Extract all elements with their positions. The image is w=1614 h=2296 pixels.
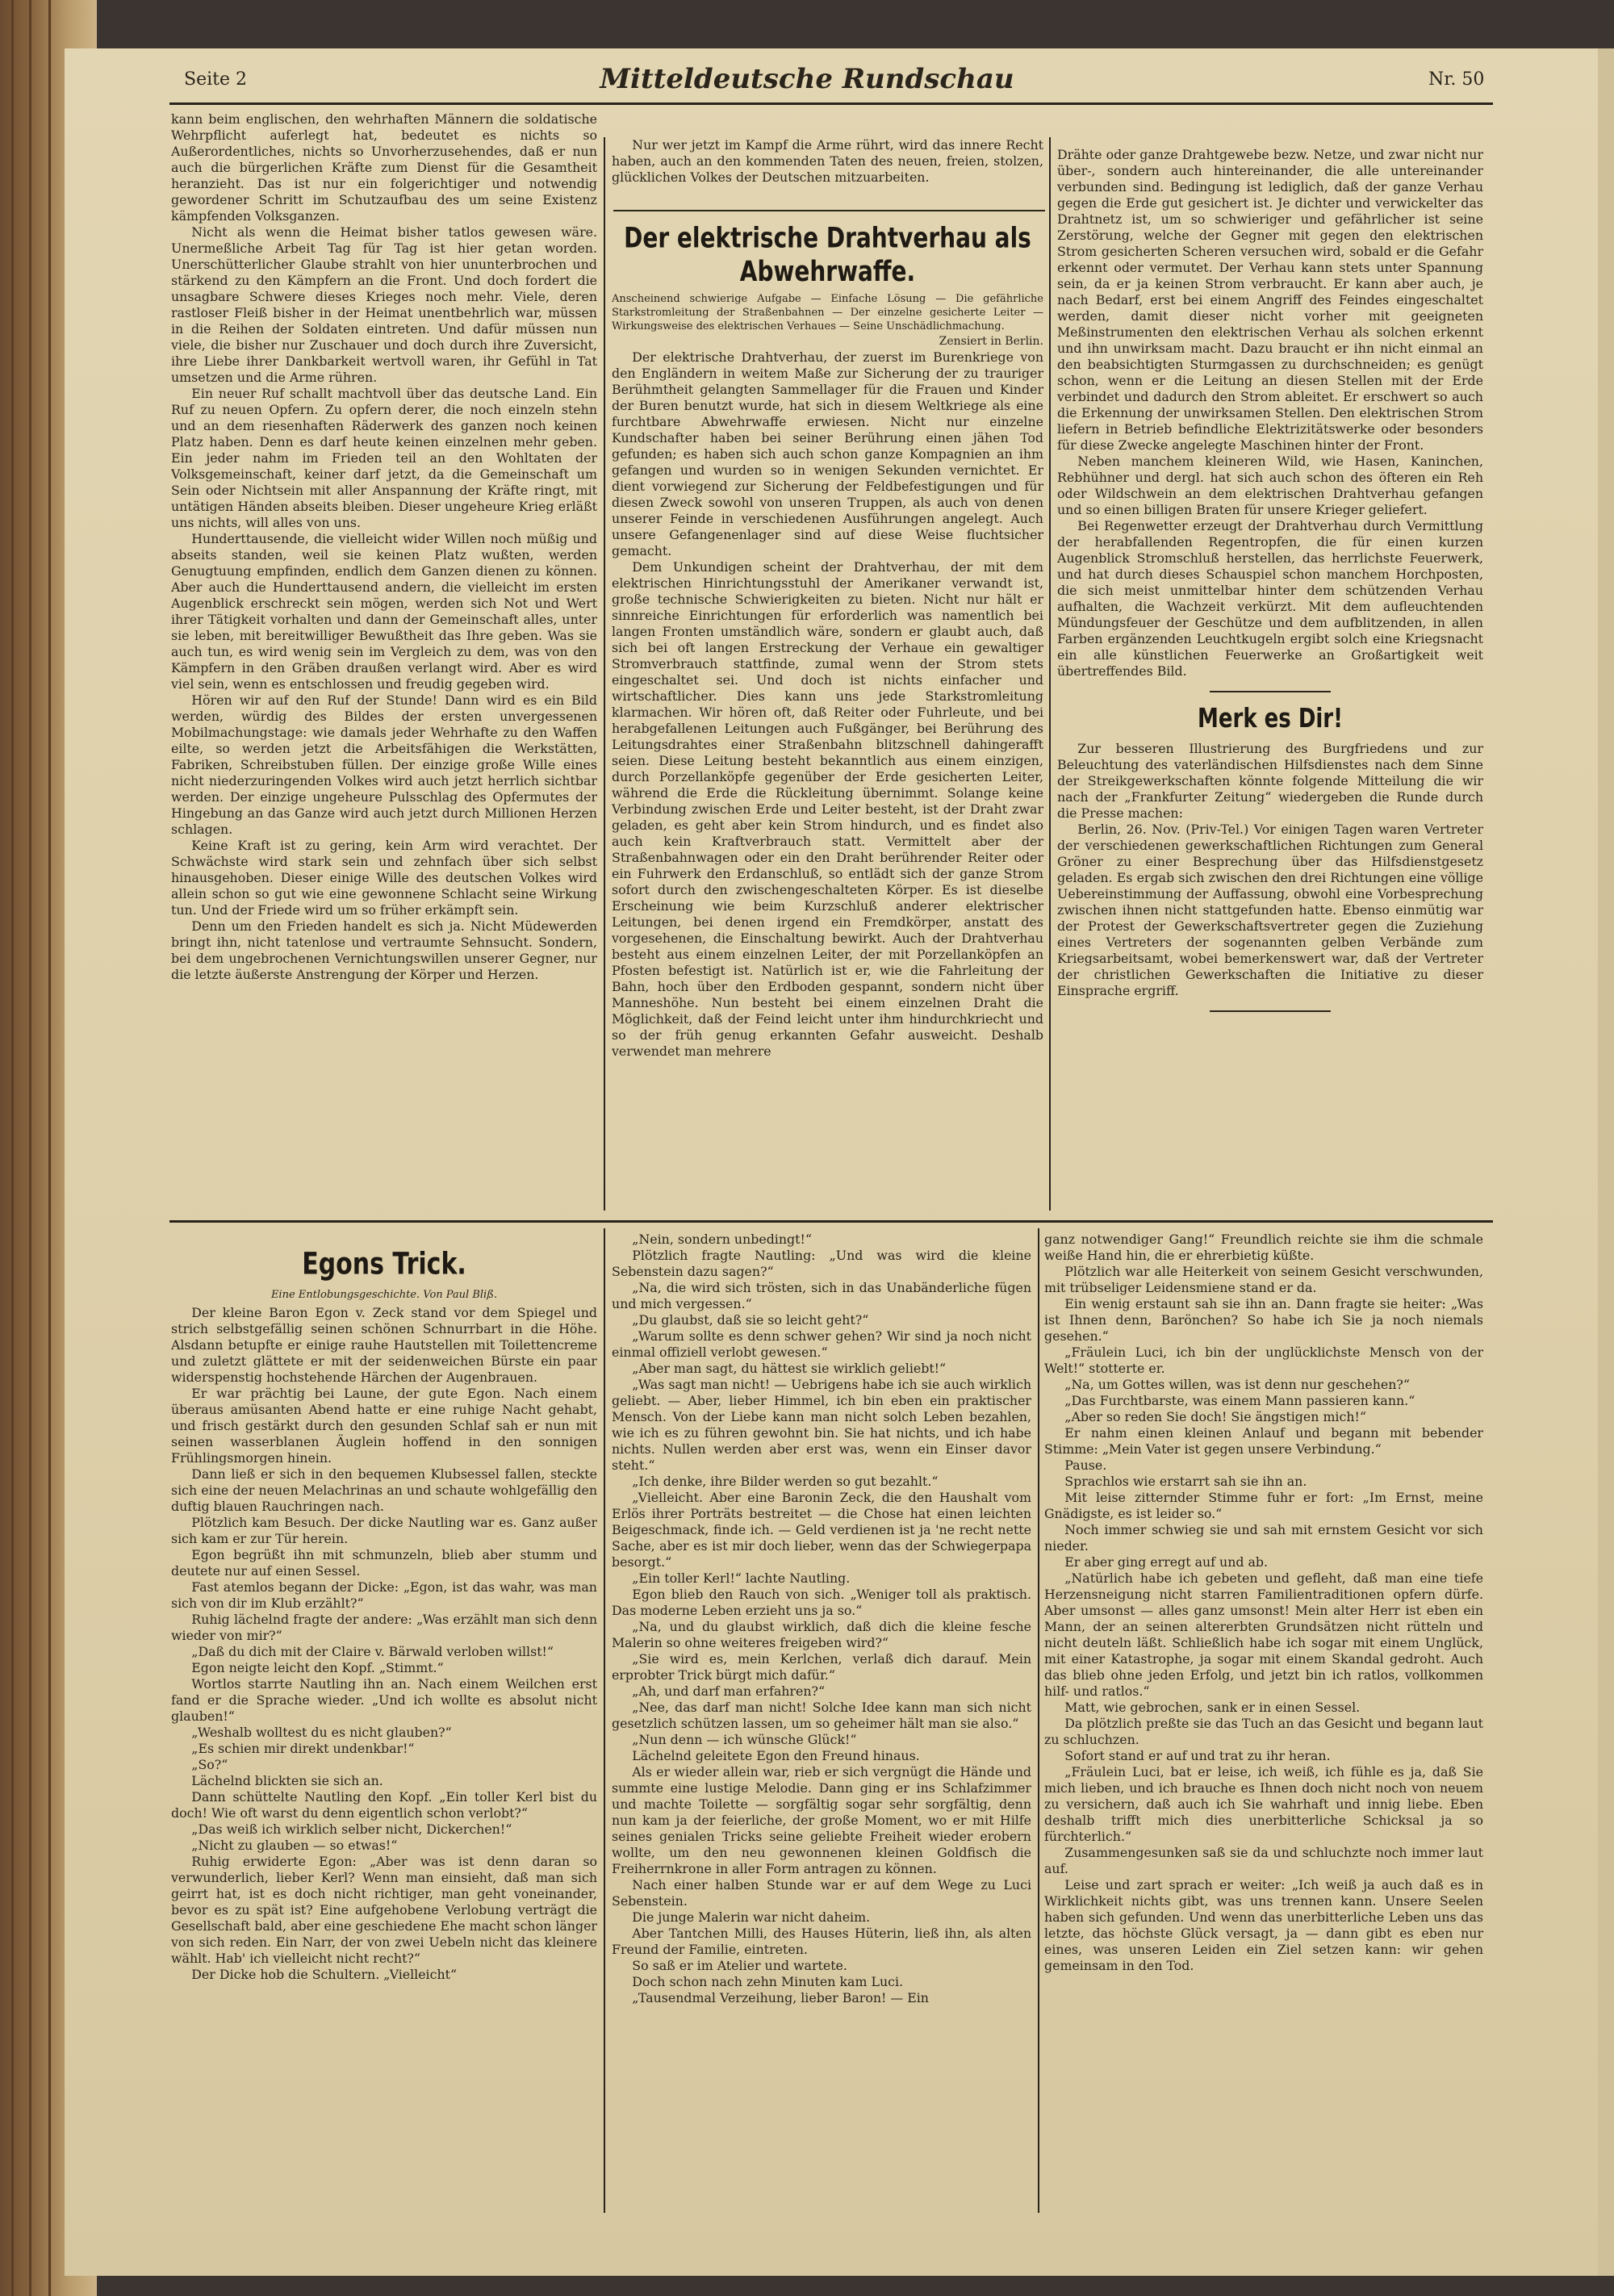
paragraph: Dann ließ er sich in den bequemen Klubsessel fallen, steckte sich eine der neuen Melachrinas an und schaute wohlgefällig den duftig blauen Rauchringen nach.: [171, 1466, 597, 1514]
paragraph: Mit leise zitternder Stimme fuhr er fort: „Im Ernst, meine Gnädigste, es ist leider so.“: [1044, 1490, 1483, 1521]
paragraph: „Tausendmal Verzeihung, lieber Baron! — Ein: [632, 1990, 929, 2005]
header-rule: [169, 102, 1493, 105]
paragraph: „Aber man sagt, du hättest sie wirklich geliebt!“: [632, 1361, 947, 1376]
paragraph: Leise und zart sprach er weiter: „Ich weiß ja auch daß es in Wirklichkeit nichts gibt, was uns trennen kann. Unsere Seelen haben sich gefunden. Und wenn das unerbitterliche Leben uns das letzte, das höchste Glück versagt, ja — dann gibt es eben nur eines, was unseren Leiden ein Ziel setzen kann: wir gehen gemeinsam in den Tod.: [1044, 1877, 1483, 1973]
paragraph: „Fräulein Luci, bat er leise, ich weiß, ich fühle es ja, daß Sie mich lieben, und ich brauche es Ihnen doch nicht noch von neuem zu versichern, daß auch ich Sie wahrhaft und innig liebe. Eben deshalb trifft mich dies unerbitterliche Schicksal ja so fürchterlich.“: [1044, 1764, 1483, 1844]
column-rule: [1049, 137, 1051, 1211]
paragraph: Egon neigte leicht den Kopf. „Stimmt.“: [191, 1660, 444, 1675]
story-byline: Eine Entlobungsgeschichte. Von Paul Bliß.: [270, 1289, 498, 1301]
issue-number: Nr. 50: [1428, 69, 1485, 90]
paragraph: Zur besseren Illustrierung des Burgfriedens und zur Beleuchtung des vaterländischen Hilfsdienstes nach dem Sinne der Streikgewerkschaften könnte folgende Mitteilung die wir nach der „Frankfurter Zeitung“ wiedergeben die Runde durch die Presse machen:: [1057, 741, 1483, 821]
paragraph: Der kleine Baron Egon v. Zeck stand vor dem Spiegel und strich selbstgefällig seinen schönen Schnurrbart in die Höhe. Alsdann betupfte er einige rauhe Hautstellen mit Toilettencreme und zuletzt glättete er mit der seidenweichen Bürste ein paar widerspenstig hochstehende Härchen der Augenbrauen.: [171, 1305, 597, 1385]
paragraph: Er war prächtig bei Laune, der gute Egon. Nach einem überaus amüsanten Abend hatte er eine ruhige Nacht gehabt, und frisch gestärkt durch den gesunden Schlaf sah er nun mit seinen wasserblanen Äuglein hoffend in den sonnigen Frühlingsmorgen hinein.: [171, 1386, 597, 1466]
paragraph: Keine Kraft ist zu gering, kein Arm wird verachtet. Der Schwächste wird stark sein und zehnfach über sich selbst hinausgehoben. Dieser einige Wille des deutschen Volkes wird allein schon so gut wie eine gewonnene Schlacht seine Wirkung tun. Und der Friede wird um so früher erkämpft sein.: [171, 838, 597, 918]
paragraph: „Na, und du glaubst wirklich, daß dich die kleine fesche Malerin so ohne weiteres freigeben wird?“: [612, 1619, 1031, 1650]
paragraph: „Sie wird es, mein Kerlchen, verlaß dich darauf. Mein erprobter Trick bürgt mich dafür.“: [612, 1651, 1031, 1683]
paragraph: „Warum sollte es denn schwer gehen? Wir sind ja noch nicht einmal offiziell verlobt gewesen.“: [612, 1328, 1031, 1360]
paragraph: „Ein toller Kerl!“ lachte Nautling.: [632, 1570, 851, 1586]
paragraph: „Daß du dich mit der Claire v. Bärwald verloben willst!“: [191, 1644, 554, 1659]
paragraph: Lächelnd geleitete Egon den Freund hinaus.: [632, 1748, 920, 1763]
paragraph: Ein wenig erstaunt sah sie ihn an. Dann fragte sie heiter: „Was ist Ihnen denn, Barönchen? So habe ich Sie ja noch niemals gesehen.“: [1044, 1296, 1483, 1344]
paragraph: „Nicht zu glauben — so etwas!“: [191, 1838, 398, 1853]
paragraph: Nach einer halben Stunde war er auf dem Wege zu Luci Sebenstein.: [612, 1877, 1031, 1909]
paragraph: Als er wieder allein war, rieb er sich vergnügt die Hände und summte eine lustige Melodie. Dann ging er ins Schlafzimmer und machte Toilette — sorgfältig sogar sehr sorgfältig, denn nun kam ja der feierliche, der große Moment, wo er mit Hilfe seines genialen Tricks seine geliebte Freiheit wieder erobern wollte, um den neu gewonnenen kleinen Goldfisch die Freiherrnkrone in aller Form antragen zu können.: [612, 1764, 1031, 1876]
paragraph: Noch immer schwieg sie und sah mit ernstem Gesicht vor sich nieder.: [1044, 1522, 1483, 1554]
paragraph: Ein neuer Ruf schallt machtvoll über das deutsche Land. Ein Ruf zu neuen Opfern. Zu opfern derer, die noch einzeln stehn und an dem riesenhaften Räderwerk des ganzen noch keinen Platz haben. Denn es darf heute keinen einzelnen mehr geben. Ein jeder nahm im Frieden teil an den Wohltaten der Volksgemeinschaft, keiner darf jetzt, da die Gemeinschaft um Sein oder Nichtsein mit aller Anspannung der Kräfte ringt, mit untätigen Händen abseits bleiben. Dieser ungeheure Krieg erläßt uns nichts, will alles von uns.: [171, 386, 597, 530]
paragraph: Der elektrische Drahtverhau, der zuerst im Burenkriege von den Engländern in weitem Maße zur Sicherung der zu trauriger Berühmtheit gelangten Sammellager für die Frauen und Kinder der Buren benutzt wurde, hat sich in diesem Weltkriege als eine furchtbare Abwehrwaffe erwiesen. Nicht nur einzelne Kundschafter haben bei seiner Berührung einen jähen Tod gefunden; es haben sich auch schon ganze Kompagnien an ihm gefangen und wurden so in wenigen Sekunden vernichtet. Er dient vorwiegend zur Sicherung der Feldbefestigungen und für diesen Zweck sowohl von unseren Truppen, als auch von denen unserer Feinde in verschiedenen Ausführungen angelegt. Auch unsere Gefangenenlager sind auf diese Weise fluchtsicher gemacht.: [612, 349, 1043, 558]
paragraph: „Ich denke, ihre Bilder werden so gut bezahlt.“: [632, 1474, 939, 1489]
story-column-3: [1044, 1232, 1483, 2219]
paragraph: Hunderttausende, die vielleicht wider Willen noch müßig und abseits standen, weil sie keinen Platz wußten, werden Genugtuung empfinden, endlich dem Ganzen dienen zu können. Aber auch die Hunderttausend andern, die vielleicht im ersten Augenblick erschreckt sein mögen, werden sich Not und Wert ihrer Tätigkeit vorhalten und dann der Gemeinschaft alles, unter sie leben, mit bereitwilliger Bewußtheit das Ihre geben. Was sie auch tun, es wird wenig sein im Vergleich zu dem, was von den Kämpfern in den Gräben draußen verlangt wird. Aber es wird viel sein, wenn es entschlossen und freudig gegeben wird.: [171, 531, 597, 692]
paragraph: Ruhig erwiderte Egon: „Aber was ist denn daran so verwunderlich, lieber Kerl? Wenn man einsieht, daß man sich geirrt hat, ist es doch nicht richtiger, man geht voneinander, bevor es zu spät ist? Eine aufgehobene Verlobung verträgt die Gesellschaft bald, aber eine geschiedene Ehe macht schon länger von sich reden. Ein Narr, der von zwei Uebeln nicht das kleinere wählt. Hab' ich vielleicht nicht recht?“: [171, 1854, 597, 1966]
paragraph: „Fräulein Luci, ich bin der unglücklichste Mensch von der Welt!“ stotterte er.: [1044, 1345, 1483, 1376]
paragraph: kann beim englischen, den wehrhaften Männern die soldatische Wehrpflicht auferlegt hat, bedeutet es nichts so Außerordentliches, nichts so Unvorherzusehendes, daß er nun auch die bürgerlichen Kräfte zum Dienst für die Gesamtheit heranzieht. Das ist nur ein folgerichtiger und notwendig gewordener Schritt im Schutzaufbau des um seine Existenz kämpfenden Volksganzen.: [171, 111, 597, 224]
section-rule: [1210, 1010, 1331, 1012]
article-column-2: [612, 137, 1043, 1219]
paragraph: Dann schüttelte Nautling den Kopf. „Ein toller Kerl bist du doch! Wie oft warst du denn eigentlich schon verlobt?“: [171, 1789, 597, 1821]
paragraph: Plötzlich war alle Heiterkeit von seinem Gesicht verschwunden, mit trübseliger Leidensmiene stand er da.: [1044, 1264, 1483, 1295]
newspaper-title: Mitteldeutsche Rundschau: [600, 63, 1014, 95]
paragraph: Er aber ging erregt auf und ab.: [1064, 1554, 1269, 1570]
paragraph: Egon blieb den Rauch von sich. „Weniger toll als praktisch. Das moderne Leben erzieht uns ja so.“: [612, 1587, 1031, 1618]
paragraph: „Natürlich habe ich gebeten und gefleht, daß man eine tiefe Herzensneigung nicht starren Familientraditionen opfern dürfe. Aber umsonst — alles ganz umsonst! Mein alter Herr ist eben ein Mann, der an seinen altererbten Grundsätzen nicht rütteln und nicht deuteln läßt. Schließlich habe ich sogar mit einem Unglück, mit einer Katastrophe, ja sogar mit einem Skandal gedroht. Auch das blieb ohne jeden Erfolg, und jetzt bin ich ratlos, vollkommen hilf- und ratlos.“: [1044, 1570, 1483, 1699]
paragraph: Ruhig lächelnd fragte der andere: „Was erzählt man sich denn wieder von mir?“: [171, 1612, 597, 1643]
paragraph: „Es schien mir direkt undenkbar!“: [191, 1741, 415, 1756]
headline-merk-es-dir: Merk es Dir!: [1197, 704, 1343, 734]
paragraph: Dem Unkundigen scheint der Drahtverhau, der mit dem elektrischen Hinrichtungsstuhl der Amerikaner verwandt ist, große technische Schwierigkeiten zu bieten. Nicht nur hält er sinnreiche Einrichtungen für erforderlich was namentlich bei langen Fronten umständlich wäre, sondern er glaubt auch, daß sich bei oft langen Erstreckung der Verhaue ein gewaltiger Stromverbrauch stattfinde, zumal wenn der Strom stets eingeschaltet sei. Und doch ist nichts einfacher und wirtschaftlicher. Dies kann uns jede Starkstromleitung klarmachen. Wir hören oft, daß Reiter oder Fuhrleute, und bei herabgefallenen Leitungen auch Fußgänger, bei Berührung des Leitungsdrahtes einer Straßenbahn blitzschnell dahingerafft seien. Diese Leitung besteht bekanntlich aus einem einzigen, durch Porzellanköpfe gegenüber der Erde gesicherten Leiter, während die Erde die Rückleitung übernimmt. Solange keine Verbindung zwischen Erde und Leiter besteht, ist der Draht zwar geladen, es geht aber kein Strom hindurch, und es findet also auch kein Kraftverbrauch statt. Vermittelt aber der Straßenbahnwagen oder ein den Draht berührender Reiter oder ein Fuhrwerk den Erdanschluß, so entlädt sich der ganze Strom sofort durch den zwischengeschalteten Körper. Es ist dieselbe Erscheinung wie beim Kurzschluß anderer elektrischer Leitungen, bei denen irgend ein Fremdkörper, anstatt des vorgesehenen, die Einschaltung bewirkt. Auch der Drahtverhau besteht aus einem einzelnen Leiter, der mit Porzellanköpfen an Pfosten befestigt ist. Natürlich ist er, wie die Fahrleitung der Bahn, hoch über den Erdboden gespannt, sondern nicht über Manneshöhe. Nun besteht bei einem einzelnen Draht die Möglichkeit, daß der Feind leicht unter ihm hindurchkriecht und so der früh genug erkannten Gefahr ausweicht. Deshalb verwendet man mehrere: [612, 559, 1043, 1059]
intro-paragraph: Nur wer jetzt im Kampf die Arme rührt, wird das innere Recht haben, auch an den kommenden Taten des neuen, freien, stolzen, glücklichen Volkes der Deutschen mitzuarbeiten.: [612, 137, 1043, 185]
paragraph: So saß er im Atelier und wartete.: [632, 1958, 847, 1973]
story-column-2: [612, 1232, 1031, 2219]
paragraph: Aber Tantchen Milli, des Hauses Hüterin, ließ ihn, als alten Freund der Familie, eintreten.: [612, 1926, 1031, 1957]
paragraph: Zusammengesunken saß sie da und schluchzte noch immer laut auf.: [1044, 1845, 1483, 1876]
paragraph: „Ah, und darf man erfahren?“: [632, 1683, 826, 1699]
paragraph: Neben manchem kleineren Wild, wie Hasen, Kaninchen, Rebhühner und dergl. hat sich auch schon des öfteren ein Reh oder Wildschwein an dem elektrischen Drahtverhau gefangen und so einen billigen Braten für unsere Krieger geliefert.: [1057, 454, 1483, 517]
paragraph: Berlin, 26. Nov. (Priv-Tel.) Vor einigen Tagen waren Vertreter der verschiedenen gewerkschaftlichen Richtungen zum General Gröner zu einer Besprechung über das Hilfsdienstgesetz geladen. Es ergab sich zwischen den drei Richtungen eine völlige Uebereinstimmung der Auffassung, obwohl eine Vorbesprechung zwischen ihnen nicht stattgefunden hatte. Ebenso einmütig war der Protest der Gewerkschaftsvertreter gegen die Zuziehung eines Vertreters der sogenannten gelben Verbände zum Kriegsarbeitsamt, wobei bemerkenswert war, daß der Vertreter der christlichen Gewerkschaften die Initiative zu dieser Einsprache ergriff.: [1057, 822, 1483, 998]
paragraph: „Nee, das darf man nicht! Solche Idee kann man sich nicht gesetzlich schützen lassen, um so geheimer hält man sie also.“: [612, 1700, 1031, 1731]
censor-note: Zensiert in Berlin.: [939, 335, 1043, 348]
section-divider: [169, 1220, 1493, 1223]
spine-line: [29, 0, 31, 2296]
paragraph: ganz notwendiger Gang!“ Freundlich reichte sie ihm die schmale weiße Hand hin, die er ehrerbietig küßte.: [1044, 1232, 1483, 1263]
paragraph: Fast atemlos begann der Dicke: „Egon, ist das wahr, was man sich von dir im Klub erzählt?“: [171, 1579, 597, 1611]
paragraph: „Na, die wird sich trösten, sich in das Unabänderliche fügen und mich vergessen.“: [612, 1280, 1031, 1311]
paragraph: Egon begrüßt ihn mit schmunzeln, blieb aber stumm und deutete nur auf einen Sessel.: [171, 1547, 597, 1579]
paragraph: „Das Furchtbarste, was einem Mann passieren kann.“: [1064, 1393, 1415, 1408]
spine-line: [48, 0, 51, 2296]
paragraph: Der Dicke hob die Schultern. „Vielleicht“: [191, 1967, 458, 1982]
paragraph: Hören wir auf den Ruf der Stunde! Dann wird es ein Bild werden, würdig des Bildes der ersten unvergessenen Mobilmachungstage: wie damals jeder Wehrhafte zu den Waffen eilte, so werden jetzt die Arbeitsfähigen die Werkstätten, Fabriken, Schreibstuben füllen. Der einzige große Wille eines nicht niederzuringenden Volkes wird auch jetzt herrlich sichtbar werden. Der einzige ungeheure Pulsschlag des Opfermutes der Hingebung an das Ganze wird auch jetzt durch Millionen Herzen schlagen.: [171, 692, 597, 837]
paragraph: Nicht als wenn die Heimat bisher tatlos gewesen wäre. Unermeßliche Arbeit Tag für Tag ist hier getan worden. Unerschütterlicher Glaube strahlt von hier ununterbrochen und stärkend zu den Kämpfern an die Front. Und doch fordert die unsagbare Schwere dieses Krieges noch mehr. Viele, deren rastloser Fleiß bisher in der Heimat unentbehrlich war, müssen in die Reihen der Soldaten eintreten. Und dafür müssen nun viele, die bisher nur Zuschauer und doch durch ihre Zuversicht, ihre Liebe ihrer Dankbarkeit wertvoll waren, ihr Gefühl in Tat umsetzen und die Arme rühren.: [171, 224, 597, 385]
article-column-1: [171, 111, 597, 1217]
paragraph: Bei Regenwetter erzeugt der Drahtverhau durch Vermittlung der herabfallenden Regentropfen, die für einen kurzen Augenblick Stromschluß herstellen, das herrlichste Feuerwerk, und hat durch dieses Schauspiel schon manchem Horchposten, die sich meist unmittelbar hinter dem schützenden Verhau aufhalten, die Wachzeit verkürzt. Mit dem aufleuchtenden Mündungsfeuer der Geschütze und dem aufblitzenden, in allen Farben ergänzenden Leuchtkugeln ergibt solch eine Kriegsnacht ein alle künstlichen Feuerwerke an Großartigkeit weit übertreffendes Bild.: [1057, 518, 1483, 679]
story-column-1: [171, 1243, 597, 2219]
paragraph: „Weshalb wolltest du es nicht glauben?“: [191, 1725, 452, 1740]
paragraph: „So?“: [191, 1757, 228, 1772]
section-rule: [1210, 691, 1331, 692]
paragraph: Die junge Malerin war nicht daheim.: [632, 1909, 871, 1925]
spine-line: [11, 0, 14, 2296]
paragraph: Plötzlich fragte Nautling: „Und was wird die kleine Sebenstein dazu sagen?“: [612, 1248, 1031, 1279]
paragraph: Sprachlos wie erstarrt sah sie ihn an.: [1064, 1474, 1307, 1489]
column-rule: [604, 1228, 605, 2213]
article-summary: Anscheinend schwierige Aufgabe — Einfache Lösung — Die gefährliche Starkstromleitung der Straßenbahnen — Der einzelne gesicherte Leiter — Wirkungsweise des elektrischen Verhaues — Seine Unschädlichmachung.: [612, 293, 1043, 332]
column-rule: [1038, 1228, 1039, 2213]
paragraph: Drähte oder ganze Drahtgewebe bezw. Netze, und zwar nicht nur über-, sondern auch hintereinander, die alle untereinander verbunden sind. Bedingung ist lediglich, daß der ganze Verhau gegen die Erde gut gesichert ist. Je dichter und verwickelter das Drahtnetz ist, um so schwieriger und gefährlicher ist seine Zerstörung, welche der Gegner mit gegen den elektrischen Strom gesicherten Scheren versuchen wird, sobald er die Gefahr erkennt oder vermutet. Der Verhau kann stets unter Spannung sein, da er ja keinen Strom verbraucht. Er kann aber auch, je nach Bedarf, erst bei einem Angriff des Feindes eingeschaltet werden, damit dieser nicht vorher mit geeigneten Meßinstrumenten den elektrischen Verhau als solchen erkennt und ihn unwirksam macht. Dazu braucht er ihn nicht einmal an den beabsichtigten Sturmgassen zu durchschneiden; es genügt schon, wenn er die Leitung an diesen Stellen mit der Erde verbindet und dadurch den Strom ableitet. Er erschwert so auch die Erkennung der unwirksamen Stellen. Den elektrischen Strom liefern in Betrieb befindliche Elektrizitätswerke oder besonders für diese Zwecke angelegte Maschinen hinter der Front.: [1057, 147, 1483, 453]
story-headline: Egons Trick.: [302, 1246, 466, 1282]
paragraph: Lächelnd blickten sie sich an.: [191, 1773, 383, 1788]
page-edge: [1598, 48, 1614, 2276]
paragraph: Pause.: [1064, 1457, 1107, 1473]
paragraph: Er nahm einen kleinen Anlauf und begann mit bebender Stimme: „Mein Vater ist gegen unsere Verbindung.“: [1044, 1425, 1483, 1457]
paragraph: „Aber so reden Sie doch! Sie ängstigen mich!“: [1064, 1409, 1366, 1424]
paragraph: „Das weiß ich wirklich selber nicht, Dickerchen!“: [191, 1821, 512, 1837]
paragraph: „Nun denn — ich wünsche Glück!“: [632, 1732, 857, 1747]
paragraph: Sofort stand er auf und trat zu ihr heran.: [1064, 1748, 1331, 1763]
headline-drahtverhau: Der elektrische Drahtverhau als Abwehrwaffe.: [624, 221, 1031, 288]
paragraph: Denn um den Frieden handelt es sich ja. Nicht Müdewerden bringt ihn, nicht tatenlose und vertraumte Sehnsucht. Sondern, bei dem ungebrochenen Vernichtungswillen unserer Gegner, nur die letzte äußerste Anstrengung der Körper und Herzen.: [171, 918, 597, 982]
paragraph: „Na, um Gottes willen, was ist denn nur geschehen?“: [1064, 1377, 1410, 1392]
paragraph: „Vielleicht. Aber eine Baronin Zeck, die den Haushalt vom Erlös ihrer Porträts bestreitet — die Chose hat einen leichten Beigeschmack, finde ich. — Geld verdienen ist ja 'ne recht nette Sache, aber es ist mir doch lieber, wenn das der Schwiegerpapa besorgt.“: [612, 1490, 1031, 1570]
paragraph: „Du glaubst, daß sie so leicht geht?“: [632, 1312, 869, 1328]
article-column-3: [1057, 147, 1483, 1131]
paragraph: „Was sagt man nicht! — Uebrigens habe ich sie auch wirklich geliebt. — Aber, lieber Himmel, ich bin eben ein praktischer Mensch. Von der Liebe kann man nicht solch Leben bezahlen, wie ich es zu führen gewohnt bin. Sie hat nichts, und ich habe nichts. Nullen werden aber erst was, wenn ein Einser davor steht.“: [612, 1377, 1031, 1473]
paragraph: Doch schon nach zehn Minuten kam Luci.: [632, 1974, 904, 1989]
paragraph: „Nein, sondern unbedingt!“: [632, 1232, 812, 1247]
paragraph: Plötzlich kam Besuch. Der dicke Nautling war es. Ganz außer sich kam er zur Tür herein.: [171, 1515, 597, 1546]
paragraph: Wortlos starrte Nautling ihn an. Nach einem Weilchen erst fand er die Sprache wieder. „Und ich wollte es absolut nicht glauben!“: [171, 1676, 597, 1724]
paragraph: Matt, wie gebrochen, sank er in einen Sessel.: [1064, 1700, 1361, 1715]
page-label: Seite 2: [184, 69, 247, 90]
paragraph: Da plötzlich preßte sie das Tuch an das Gesicht und begann laut zu schluchzen.: [1044, 1716, 1483, 1747]
column-rule: [604, 137, 605, 1211]
